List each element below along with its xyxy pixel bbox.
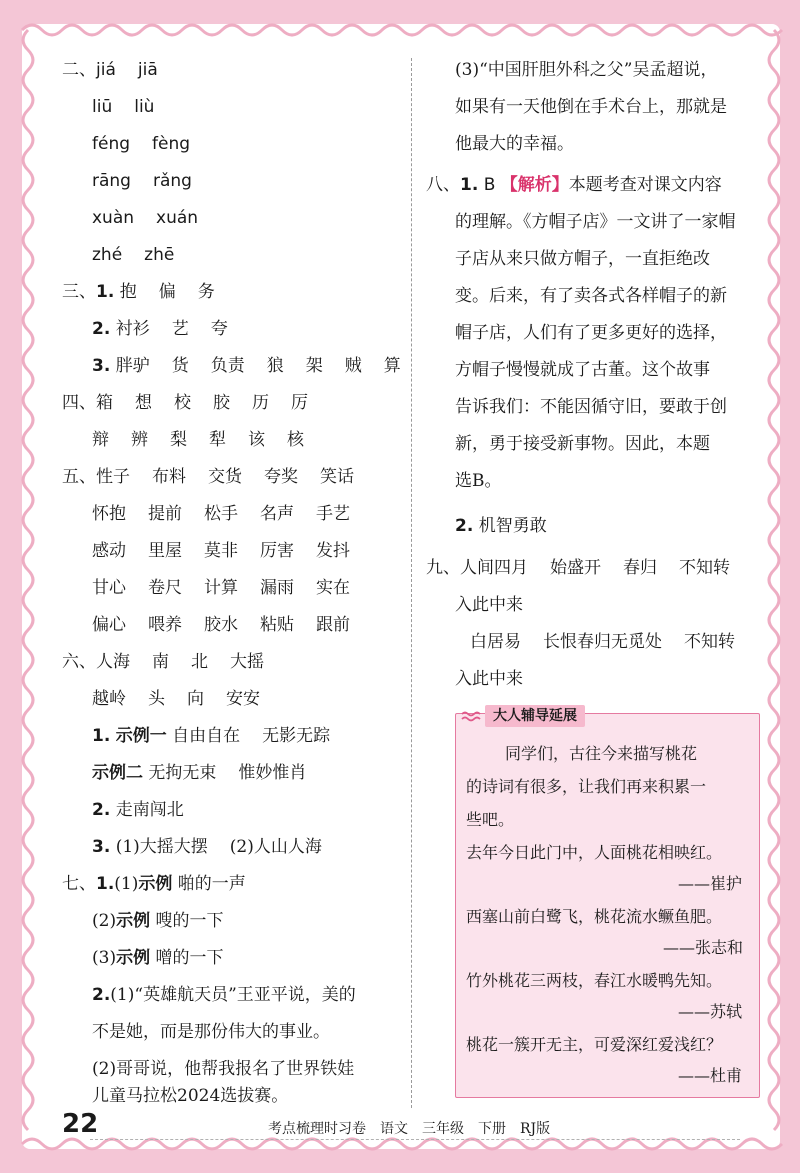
answer-text: (1)“英雄航天员”王亚平说，美的: [110, 985, 356, 1005]
answer-word: 实在: [316, 578, 350, 598]
answer-word: 偏心: [92, 615, 126, 635]
answer-text: 走南闯北: [115, 800, 184, 820]
answer-text: 始盛开: [550, 558, 601, 578]
section-7-marker: 七、: [62, 874, 96, 894]
section-6-item-1b: [92, 763, 306, 783]
section-4-row-1: [62, 393, 308, 413]
section-2-row-6: [92, 245, 174, 265]
answer-word: 负责: [210, 356, 245, 376]
item-number: 2.: [92, 319, 111, 339]
item-number: 2.: [92, 800, 111, 820]
answer-word: 大摇: [230, 652, 264, 672]
item-number: 1.: [96, 282, 115, 302]
answer-word: 艺: [171, 319, 189, 339]
poem-line: 去年今日此门中，人面桃花相映红。: [466, 843, 723, 862]
section-2-row-5: [92, 208, 198, 228]
answer-text: 春归: [623, 558, 657, 578]
section-8-marker: 八、: [426, 175, 460, 195]
guidance-intro-line: 些吧。: [466, 810, 515, 829]
parent-guidance-header: [455, 704, 635, 730]
example-label: 示例一: [115, 726, 167, 746]
section-5-row-5: [92, 615, 350, 635]
answer-word: 越岭: [92, 689, 126, 709]
answer-word: 布料: [152, 467, 186, 487]
section-3-marker: 三、: [62, 282, 96, 302]
answer-word: 抱: [119, 282, 137, 302]
example-label: 示例: [138, 874, 173, 894]
example-label: 示例: [116, 911, 151, 931]
answer-choice: B: [483, 175, 496, 195]
answer-text: 入此中来: [455, 595, 523, 615]
item-number: 3.: [92, 837, 111, 857]
section-6-item-3: [92, 837, 322, 857]
pinyin: féng: [92, 134, 131, 154]
answer-text: 啪的一声: [177, 874, 246, 894]
section-5-row-2: [92, 504, 350, 524]
section-7-item-2-line-1: [92, 985, 356, 1005]
footer-subject: 语文: [380, 1121, 408, 1137]
section-2-row-4: [92, 171, 192, 191]
section-3-item-2: [92, 319, 228, 339]
answer-word: 感动: [92, 541, 126, 561]
answer-text: 自由自在: [172, 726, 241, 746]
section-8-line: [455, 286, 727, 306]
answer-word: 莫非: [204, 541, 238, 561]
page-number: 22: [62, 1109, 99, 1139]
analysis-text: 选B。: [455, 471, 502, 491]
section-8-line: [455, 434, 710, 454]
answer-char: 箱: [96, 393, 113, 413]
section-7-item-2-line-4: [92, 1086, 288, 1106]
answer-text: 他最大的幸福。: [455, 134, 574, 154]
sub-number: (3): [92, 948, 117, 968]
column-divider: [411, 58, 412, 1108]
answer-text: 嗖的一下: [155, 911, 224, 931]
analysis-text: 新，勇于接受新事物。因此，本题: [455, 434, 710, 454]
answer-word: 交货: [208, 467, 242, 487]
answer-char: 该: [248, 430, 265, 450]
answer-text: (2)人山人海: [229, 837, 322, 857]
answer-word: 安安: [226, 689, 260, 709]
answer-word: 头: [148, 689, 165, 709]
answer-text: 如果有一天他倒在手术台上，那就是: [455, 97, 727, 117]
section-7-cont-line-3: [455, 134, 574, 154]
analysis-tag: 【解析】: [500, 175, 569, 195]
poem-author: ——崔护: [678, 874, 743, 893]
answer-word: 甘心: [92, 578, 126, 598]
answer-char: 辨: [131, 430, 148, 450]
answer-text: 无影无踪: [262, 726, 331, 746]
section-6-row-1: [62, 652, 264, 672]
answer-word: 胖驴: [115, 356, 150, 376]
section-6-row-2: [92, 689, 260, 709]
answer-word: 偏: [158, 282, 176, 302]
section-5-row-1: [62, 467, 354, 487]
answer-word: 人海: [96, 652, 130, 672]
section-8-line: [455, 471, 502, 491]
section-5-row-4: [92, 578, 350, 598]
answer-text: 长恨春归无觅处: [543, 632, 662, 652]
answer-text: 不是她，而是那份伟大的事业。: [92, 1022, 330, 1042]
sub-number: (1): [114, 874, 139, 894]
answer-word: 名声: [260, 504, 294, 524]
answer-char: 辩: [92, 430, 109, 450]
answer-text: 噌的一下: [155, 948, 224, 968]
analysis-text: 本题考查对课文内容: [568, 175, 722, 195]
answer-char: 梨: [170, 430, 187, 450]
section-8-line: [455, 249, 710, 269]
guidance-intro-line: 的诗词有很多，让我们再来积累一: [466, 777, 707, 796]
footer-book: 考点梳理时习卷: [268, 1121, 366, 1137]
answer-word: 手艺: [316, 504, 350, 524]
item-number: 2.: [455, 516, 474, 536]
section-6-marker: 六、: [62, 652, 96, 672]
section-8-line: [455, 360, 710, 380]
section-9-marker: 九、: [426, 558, 460, 578]
section-5-row-3: [92, 541, 350, 561]
item-number: 1.: [460, 175, 479, 195]
answer-word: 松手: [204, 504, 238, 524]
pinyin: fèng: [152, 134, 191, 154]
footer-info: [268, 1118, 564, 1138]
answer-text: 不知转: [684, 632, 735, 652]
answer-word: 怀抱: [92, 504, 126, 524]
answer-word: 性子: [96, 467, 130, 487]
answer-word: 笑话: [320, 467, 354, 487]
answer-char: 历: [252, 393, 269, 413]
sub-number: (2): [92, 911, 117, 931]
section-4-marker: 四、: [62, 393, 96, 413]
answer-text: (1)大摇大摆: [115, 837, 208, 857]
footer-edition: RJ版: [520, 1121, 551, 1137]
answer-text: 不知转: [679, 558, 730, 578]
answer-word: 算: [383, 356, 401, 376]
answer-char: 犁: [209, 430, 226, 450]
poem-line: 桃花一簇开无主，可爱深红爱浅红？: [466, 1035, 723, 1054]
section-7-item-1c: [92, 948, 224, 968]
section-7-cont-line-1: [455, 60, 717, 80]
item-number: 1.: [96, 874, 115, 894]
answer-word: 粘贴: [260, 615, 294, 635]
answer-char: 胶: [213, 393, 230, 413]
section-4-row-2: [92, 430, 304, 450]
answer-word: 漏雨: [260, 578, 294, 598]
section-3-item-1: [62, 282, 215, 302]
section-8-line: [455, 323, 727, 343]
pinyin: zhé: [92, 245, 123, 265]
answer-text: 惟妙惟肖: [238, 763, 307, 783]
answer-word: 夸: [210, 319, 228, 339]
answer-word: 架: [305, 356, 323, 376]
answer-word: 狼: [266, 356, 284, 376]
footer-grade: 三年级: [422, 1121, 464, 1137]
answer-text: 人间四月: [460, 558, 528, 578]
answer-word: 提前: [148, 504, 182, 524]
answer-word: 货: [171, 356, 189, 376]
answer-char: 想: [135, 393, 152, 413]
section-9-row-1: [426, 558, 730, 578]
analysis-text: 方帽子慢慢就成了古董。这个故事: [455, 360, 710, 380]
pinyin: liù: [134, 97, 155, 117]
pinyin: zhē: [144, 245, 175, 265]
answer-text: (2)哥哥说，他帮我报名了世界铁娃: [92, 1059, 355, 1079]
answer-text: 入此中来: [455, 669, 523, 689]
answer-word: 向: [187, 689, 204, 709]
answer-word: 跟前: [316, 615, 350, 635]
answer-char: 校: [174, 393, 191, 413]
section-7-item-2-line-3: [92, 1059, 354, 1079]
section-7-item-1b: [92, 911, 224, 931]
pinyin: jiā: [137, 60, 158, 80]
section-6-item-2: [92, 800, 184, 820]
analysis-text: 变。后来，有了卖各式各样帽子的新: [455, 286, 727, 306]
guidance-intro-line: 同学们，古往今来描写桃花: [505, 744, 698, 763]
section-5-marker: 五、: [62, 467, 96, 487]
section-8-item-2: [455, 516, 547, 536]
wave-icon: [461, 710, 483, 724]
answer-text: (3)“中国肝胆外科之父”吴孟超说，: [455, 60, 718, 80]
answer-word: 发抖: [316, 541, 350, 561]
answer-word: 北: [191, 652, 208, 672]
poem-line: 西塞山前白鹭飞，桃花流水鳜鱼肥。: [466, 907, 723, 926]
answer-text: 机智勇敢: [478, 516, 547, 536]
answer-char: 厉: [291, 393, 308, 413]
analysis-text: 帽子店，人们有了更多更好的选择，: [455, 323, 727, 343]
section-7-item-2-line-2: [92, 1022, 330, 1042]
answer-word: 喂养: [148, 615, 182, 635]
answer-text: 儿童马拉松2024选拔赛。: [92, 1086, 289, 1106]
answer-text: 白居易: [470, 632, 521, 652]
poem-author: ——杜甫: [678, 1066, 743, 1085]
section-8-line: [455, 397, 727, 417]
analysis-text: 子店从来只做方帽子，一直拒绝改: [455, 249, 710, 269]
section-7-cont-line-2: [455, 97, 727, 117]
answer-word: 贼: [344, 356, 362, 376]
poem-author: ——张志和: [663, 938, 744, 957]
analysis-text: 的理解。《方帽子店》一文讲了一家帽: [455, 212, 736, 232]
answer-word: 南: [152, 652, 169, 672]
footer-term: 下册: [478, 1121, 506, 1137]
example-label: 示例二: [92, 763, 143, 783]
answer-word: 夸奖: [264, 467, 298, 487]
section-8-line: [455, 212, 736, 232]
pinyin: jiá: [96, 60, 116, 80]
section-7-item-1: [62, 874, 246, 894]
answer-char: 核: [287, 430, 304, 450]
section-2-row-3: [92, 134, 190, 154]
pinyin: xuán: [156, 208, 199, 228]
pinyin: rāng: [92, 171, 131, 191]
answer-word: 卷尺: [148, 578, 182, 598]
section-3-item-3: [92, 356, 401, 376]
answer-word: 厉害: [260, 541, 294, 561]
poem-author: ——苏轼: [678, 1002, 743, 1021]
section-9-row-4: [455, 669, 523, 689]
pinyin: rǎng: [152, 171, 192, 191]
example-label: 示例: [116, 948, 151, 968]
item-number: 2.: [92, 985, 111, 1005]
analysis-text: 告诉我们：不能因循守旧，要敢于创: [455, 397, 727, 417]
item-number: 3.: [92, 356, 111, 376]
section-2-marker: 二、: [62, 60, 96, 80]
answer-text: 无拘无束: [148, 763, 217, 783]
answer-word: 务: [197, 282, 215, 302]
section-6-item-1: [92, 726, 330, 746]
pinyin: xuàn: [92, 208, 135, 228]
section-9-row-3: [470, 632, 735, 652]
footer-rule: [90, 1139, 740, 1140]
section-9-row-2: [455, 595, 523, 615]
answer-word: 衬衫: [115, 319, 150, 339]
section-8-item-1: [426, 175, 722, 195]
pinyin: liū: [92, 97, 113, 117]
section-2-row-2: [92, 97, 154, 117]
answer-word: 计算: [204, 578, 238, 598]
section-2-row-1: [62, 60, 158, 80]
parent-guidance-title: 大人辅导延展: [485, 705, 585, 727]
item-number: 1.: [92, 726, 111, 746]
answer-word: 胶水: [204, 615, 238, 635]
answer-word: 里屋: [148, 541, 182, 561]
poem-line: 竹外桃花三两枝，春江水暖鸭先知。: [466, 971, 723, 990]
